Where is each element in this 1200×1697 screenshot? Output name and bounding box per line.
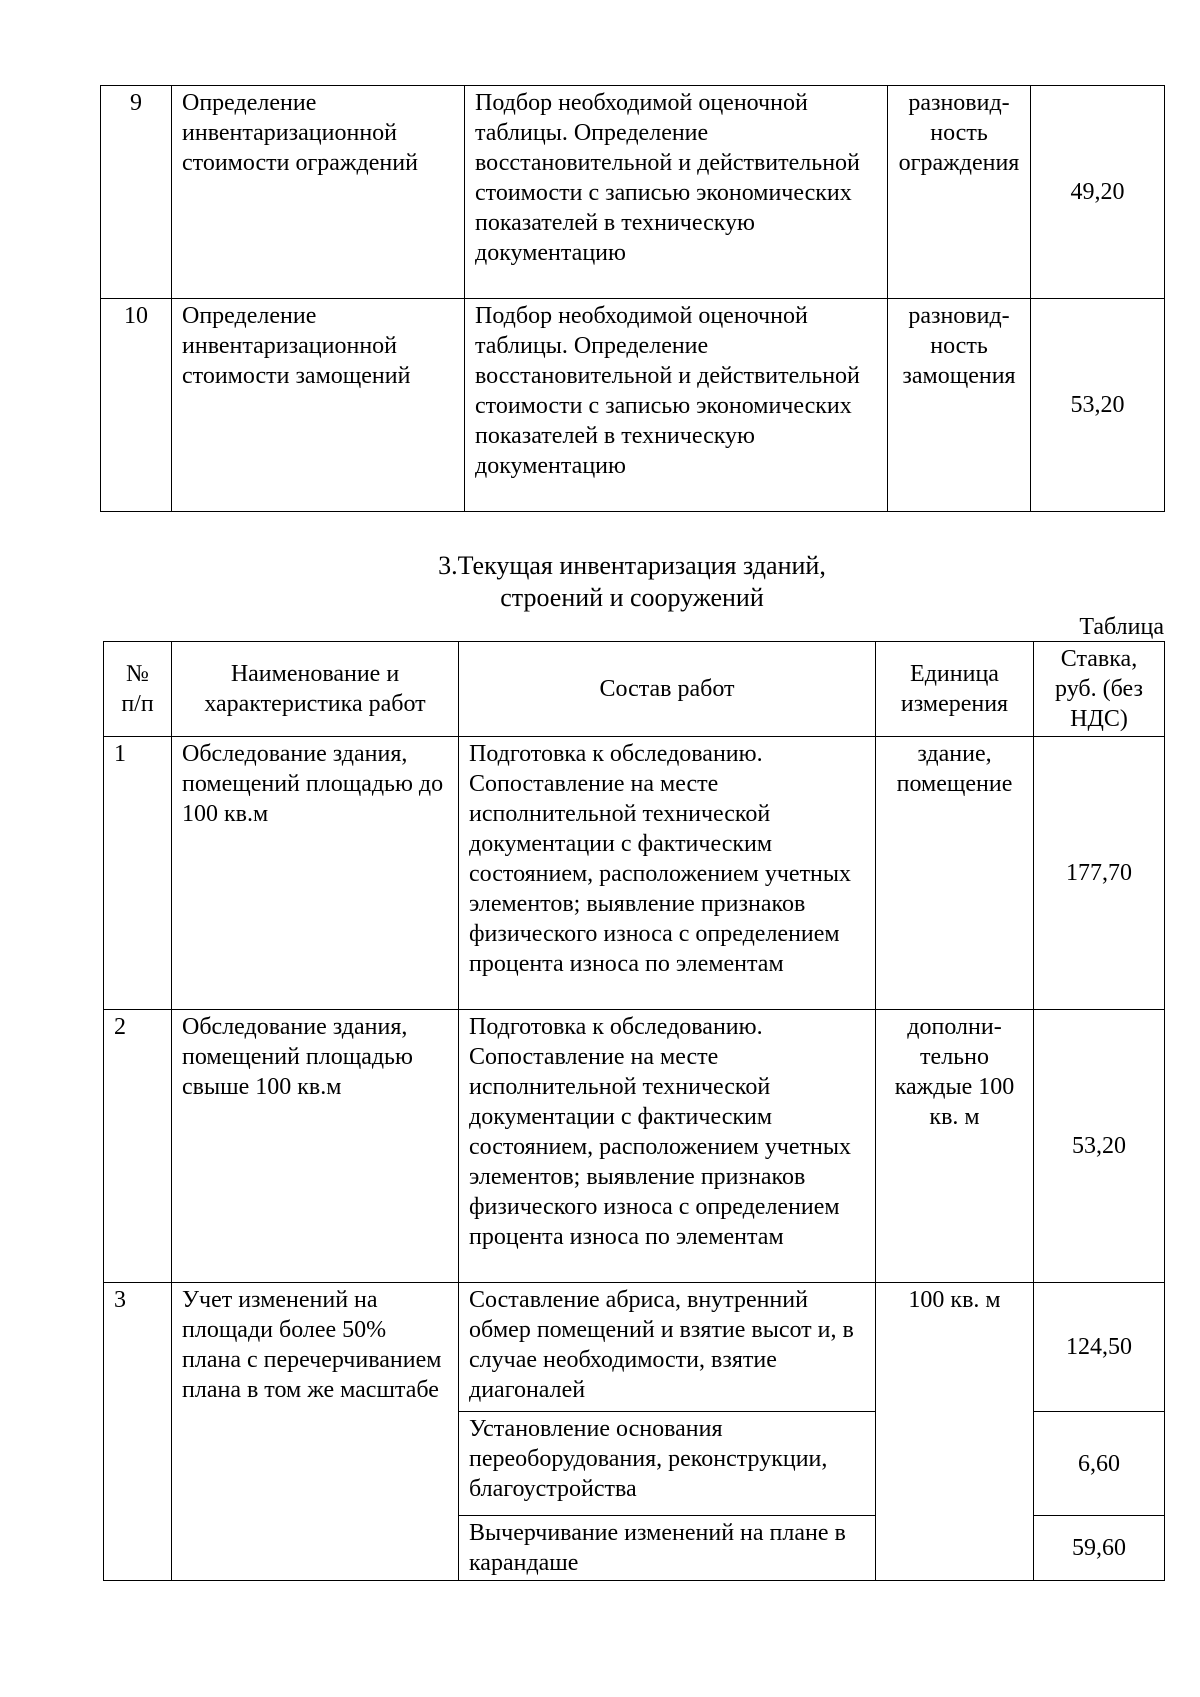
work-name: Определение инвентаризационной стоимости замощений	[172, 299, 465, 512]
unit-of-measure: здание, помещение	[876, 737, 1034, 1010]
row-number: 3	[104, 1283, 172, 1581]
continuation-table	[100, 85, 1165, 512]
work-name: Определение инвентаризационной стоимости ограждений	[172, 86, 465, 299]
work-composition: Вычерчивание изменений на плане в карандаше	[459, 1516, 876, 1581]
header-number: № п/п	[104, 642, 172, 737]
table-row	[104, 1010, 1165, 1283]
table-label: Таблица	[1079, 614, 1164, 640]
header-composition: Состав работ	[459, 642, 876, 737]
work-name: Обследование здания, помещений площадью свыше 100 кв.м	[172, 1010, 459, 1283]
row-number: 1	[104, 737, 172, 1010]
header-unit: Единица измерения	[876, 642, 1034, 737]
table-row	[104, 737, 1165, 1010]
row-number: 9	[101, 86, 172, 299]
header-rate: Ставка, руб. (без НДС)	[1034, 642, 1165, 737]
table-row	[101, 86, 1165, 299]
rates-table	[103, 641, 1165, 1581]
unit-of-measure: дополни- тельно каждые 100 кв. м	[876, 1010, 1034, 1283]
rate-value: 124,50	[1034, 1283, 1165, 1412]
row-number: 2	[104, 1010, 172, 1283]
work-composition: Подготовка к обследованию. Сопоставление на месте исполнительной технической документации с фактическим состоянием, расположением учетных элементов; выявление признаков физического износа с определением процента износа по элементам	[459, 1010, 876, 1283]
unit-of-measure: разновид- ность ограждения	[888, 86, 1031, 299]
rate-value: 53,20	[1034, 1010, 1165, 1283]
unit-of-measure: разновид- ность замощения	[888, 299, 1031, 512]
row-number: 10	[101, 299, 172, 512]
work-composition: Подготовка к обследованию. Сопоставление на месте исполнительной технической документации с фактическим состоянием, расположением учетных элементов; выявление признаков физического износа с определением процента износа по элементам	[459, 737, 876, 1010]
work-composition: Установление основания переоборудования, реконструкции, благоустройства	[459, 1412, 876, 1516]
rate-value: 177,70	[1034, 737, 1165, 1010]
work-composition: Составление абриса, внутренний обмер помещений и взятие высот и, в случае необходимости, взятие диагоналей	[459, 1283, 876, 1412]
work-composition: Подбор необходимой оценочной таблицы. Определение восстановительной и действительной стоимости с записью экономических показателей в техническую документацию	[465, 86, 888, 299]
rate-value: 53,20	[1031, 299, 1165, 512]
section-title: 3.Текущая инвентаризация зданий,	[438, 551, 826, 580]
header-name: Наименование и характеристика работ	[172, 642, 459, 737]
work-composition: Подбор необходимой оценочной таблицы. Определение восстановительной и действительной стоимости с записью экономических показателей в техническую документацию	[465, 299, 888, 512]
rate-value: 59,60	[1034, 1516, 1165, 1581]
work-name: Обследование здания, помещений площадью до 100 кв.м	[172, 737, 459, 1010]
rate-value: 49,20	[1031, 86, 1165, 299]
table-row	[104, 1283, 1165, 1412]
table-row	[101, 299, 1165, 512]
section-subtitle: строений и сооружений	[500, 583, 764, 612]
work-name: Учет изменений на площади более 50% плана с перечерчиванием плана в том же масштабе	[172, 1283, 459, 1581]
rate-value: 6,60	[1034, 1412, 1165, 1516]
table-header-row	[104, 642, 1165, 737]
unit-of-measure: 100 кв. м	[876, 1283, 1034, 1581]
